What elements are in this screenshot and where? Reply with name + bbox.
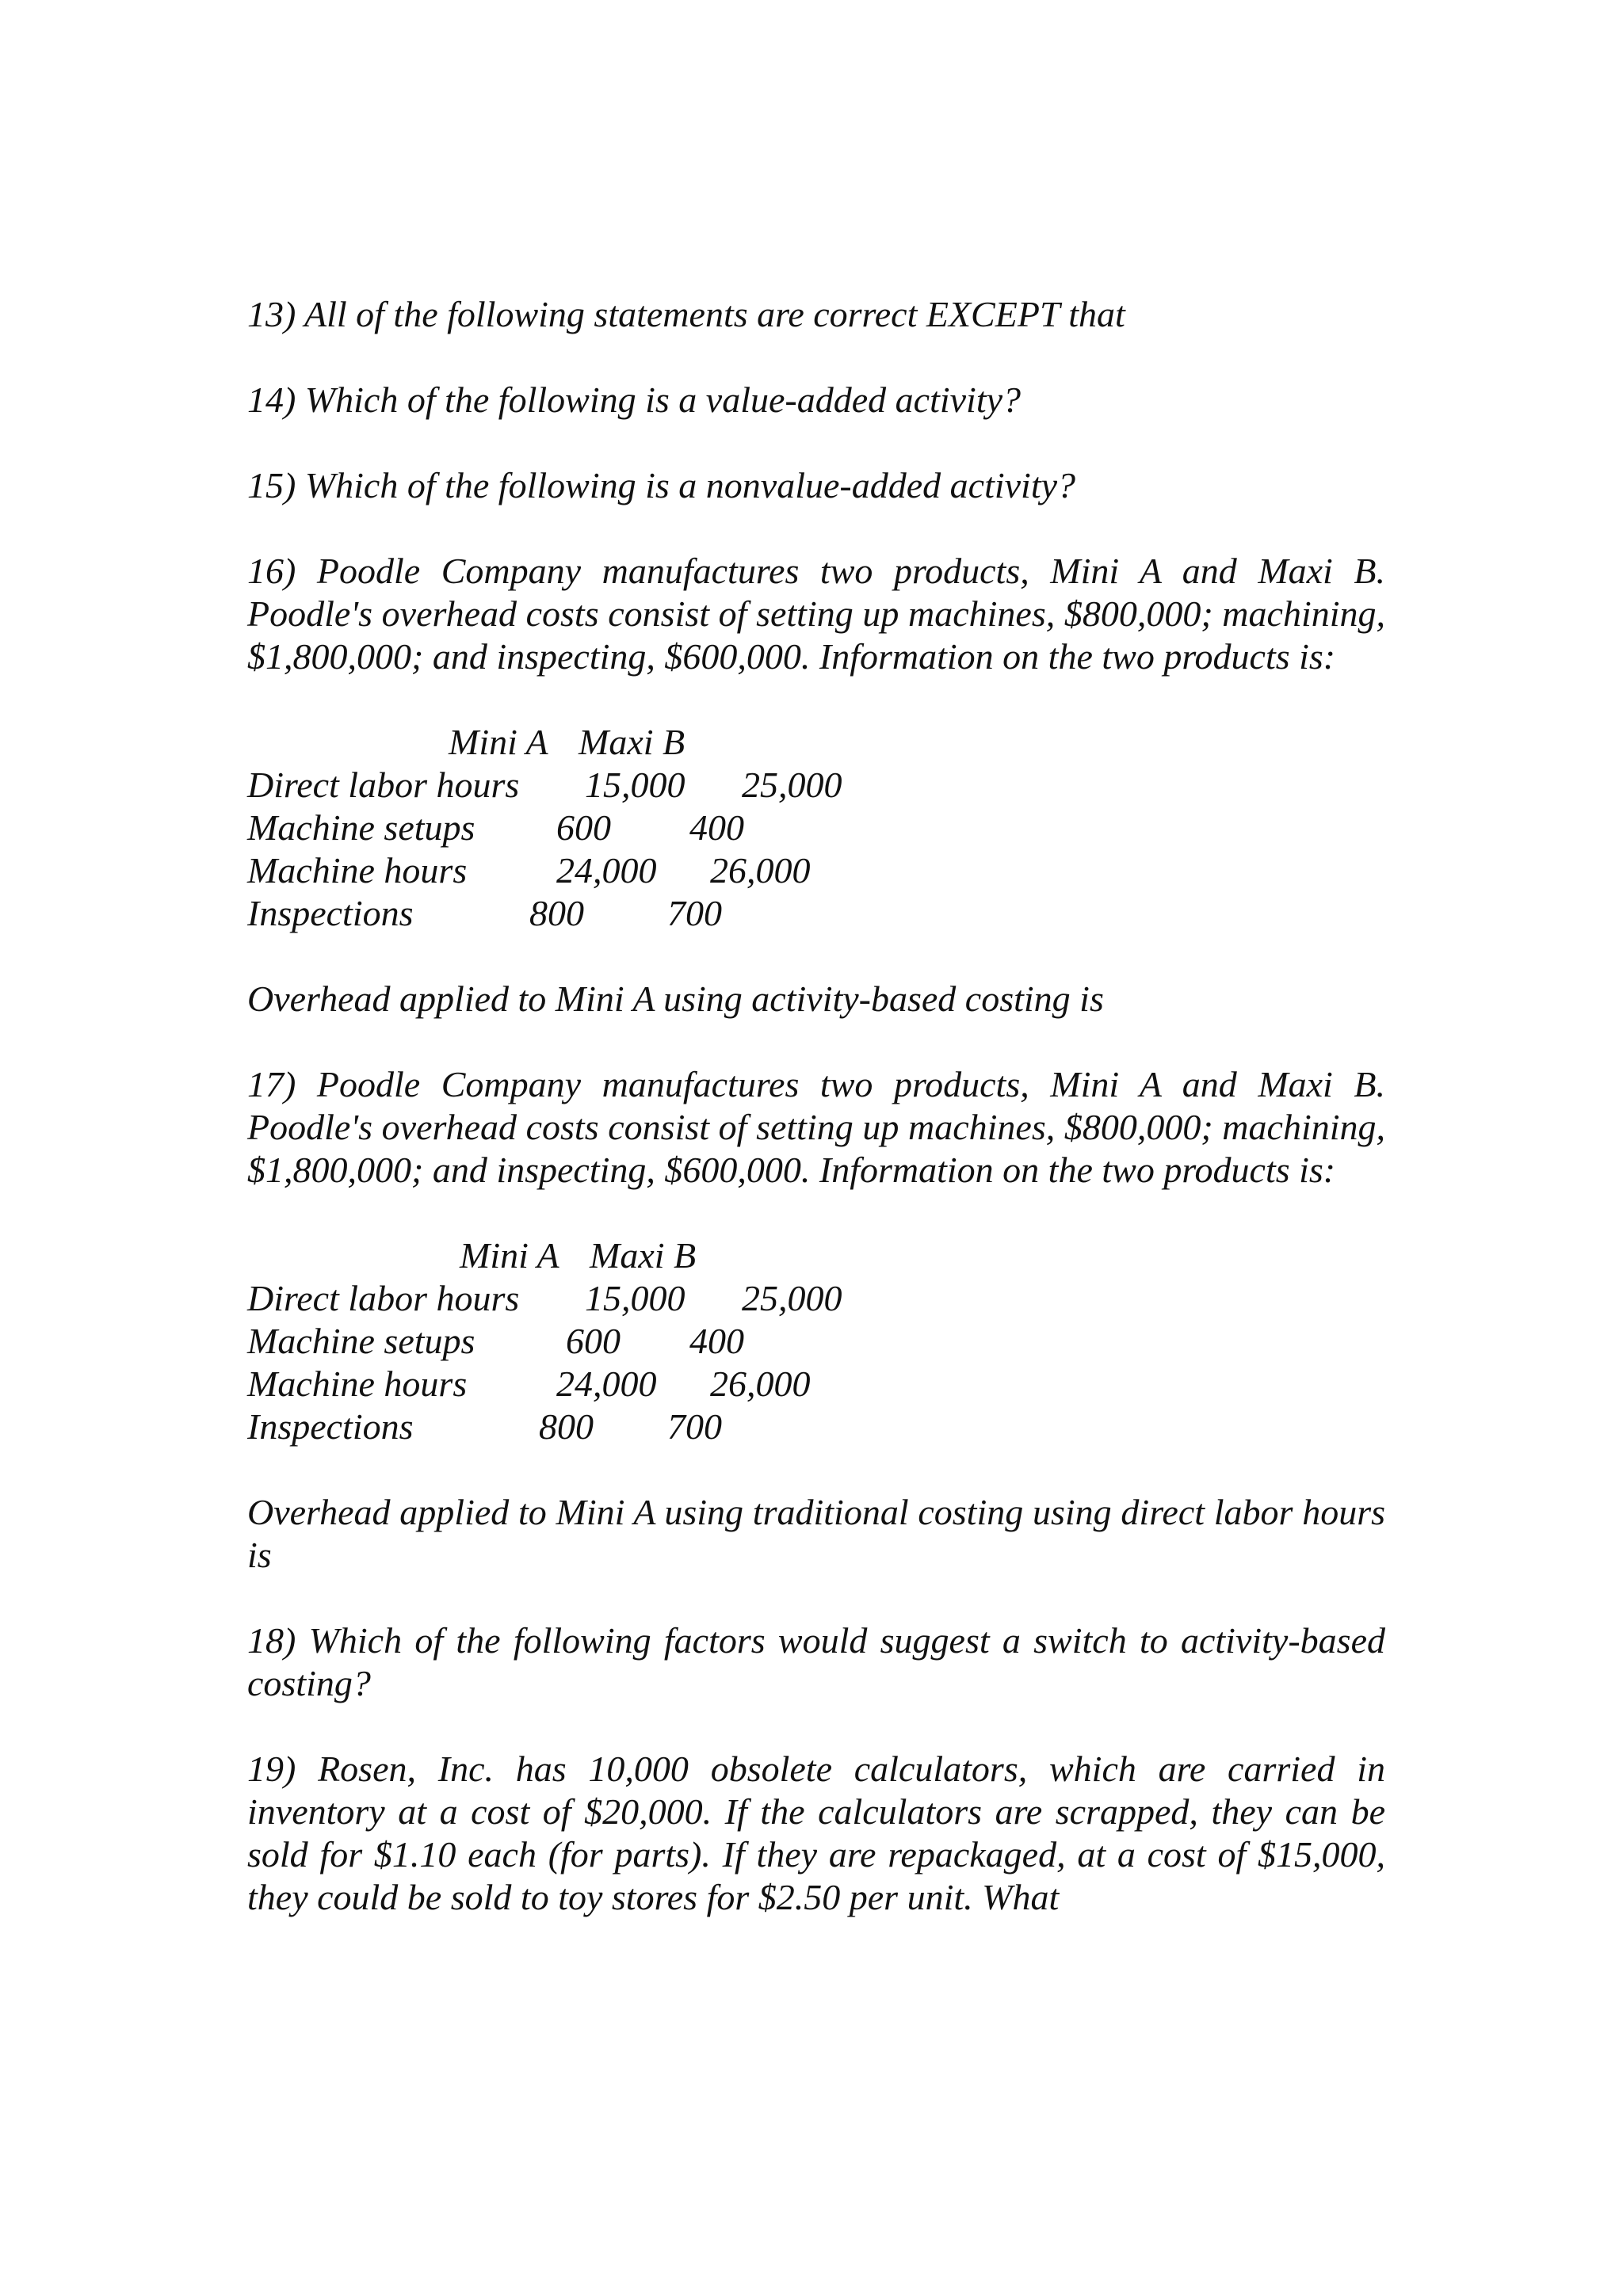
question-17: 17) Poodle Company manufactures two products, Mini A and Maxi B. Poodle's overhead costs consist of setting up machines, $800,000; machining, $1,800,000; and inspecting, $600,000. Information on the two products is:: [247, 1064, 1385, 1190]
table-header-maxi-b: Maxi B: [590, 1235, 697, 1276]
table-cell-maxi-b: 25,000: [742, 765, 842, 805]
question-17-data-table: [247, 1234, 1385, 1447]
table-cell-maxi-b: 400: [689, 807, 744, 848]
table-cell-mini-a: 15,000: [585, 1278, 685, 1318]
table-cell-mini-a: 600: [566, 1321, 621, 1361]
table-cell-maxi-b: 26,000: [710, 1363, 811, 1404]
question-16-data-table: [247, 721, 1385, 933]
question-16: 16) Poodle Company manufactures two products, Mini A and Maxi B. Poodle's overhead costs consist of setting up machines, $800,000; machining, $1,800,000; and inspecting, $600,000. Information on the two products is:: [247, 551, 1385, 677]
table-row-label: Machine hours: [247, 850, 468, 891]
question-16-followup: Overhead applied to Mini A using activity-based costing is: [247, 978, 1104, 1019]
table-cell-mini-a: 15,000: [585, 765, 685, 805]
question-17-followup: Overhead applied to Mini A using traditional costing using direct labor hours is: [247, 1492, 1385, 1575]
table-row-label: Machine setups: [247, 807, 475, 848]
table-cell-maxi-b: 400: [689, 1321, 744, 1361]
table-cell-mini-a: 800: [539, 1406, 594, 1447]
table-row-label: Direct labor hours: [247, 765, 520, 805]
table-row-label: Machine setups: [247, 1321, 475, 1361]
table-row-label: Inspections: [247, 1406, 414, 1447]
table-cell-mini-a: 24,000: [556, 850, 657, 891]
table-row-label: Direct labor hours: [247, 1278, 520, 1318]
table-cell-maxi-b: 25,000: [742, 1278, 842, 1318]
table-header-maxi-b: Maxi B: [579, 722, 685, 762]
question-15: 15) Which of the following is a nonvalue-added activity?: [247, 465, 1076, 505]
table-cell-mini-a: 800: [529, 893, 584, 933]
table-cell-maxi-b: 700: [667, 893, 722, 933]
question-18: 18) Which of the following factors would suggest a switch to activity-based costing?: [247, 1620, 1385, 1703]
table-cell-maxi-b: 700: [667, 1406, 722, 1447]
table-cell-mini-a: 24,000: [556, 1363, 657, 1404]
table-cell-mini-a: 600: [556, 807, 611, 848]
table-header-mini-a: Mini A: [449, 722, 548, 762]
table-cell-maxi-b: 26,000: [710, 850, 811, 891]
question-19: 19) Rosen, Inc. has 10,000 obsolete calculators, which are carried in inventory at a cost of $20,000. If the calculators are scrapped, they can be sold for $1.10 each (for parts). If they are repackaged, at a cost of $15,000, they could be sold to toy stores for $2.50 per unit. What: [247, 1749, 1385, 1917]
question-14: 14) Which of the following is a value-added activity?: [247, 379, 1022, 420]
table-row-label: Inspections: [247, 893, 414, 933]
question-13: 13) All of the following statements are correct EXCEPT that: [247, 294, 1125, 334]
table-row-label: Machine hours: [247, 1363, 468, 1404]
question-list: [247, 293, 1385, 1962]
table-header-mini-a: Mini A: [460, 1235, 559, 1276]
